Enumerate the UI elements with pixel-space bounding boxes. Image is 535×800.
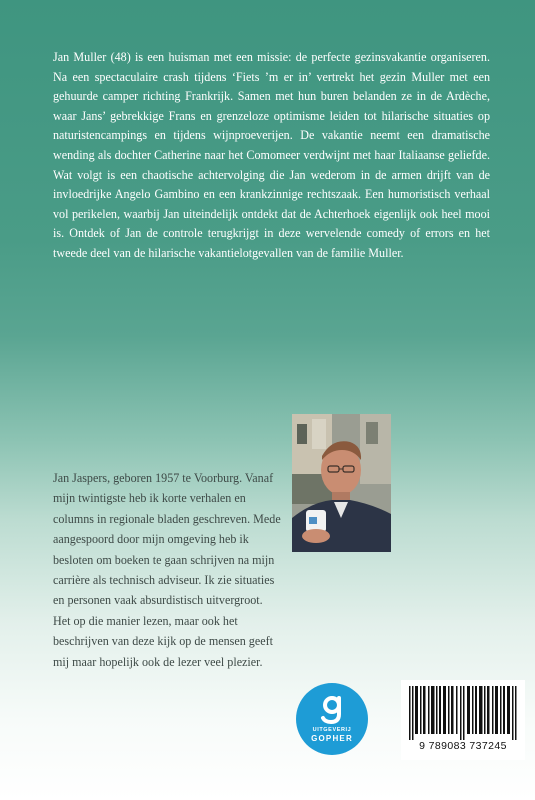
back-cover-blurb: Jan Muller (48) is een huisman met een missie: de perfecte gezinsvakantie organiseren. Na een spectaculaire crash tijdens ‘Fiets ’m er in’ vertrekt het gezin Muller met een gehuurde camper richting Frankrijk. Samen met hun buren belanden ze in de Ardèche, waar Jans’ gebrekkige Frans en grenzeloze optimisme leiden tot hilarische situaties op naturistencampings en tijdens wijnproeverijen. De vakantie neemt een dramatische wending als dochter Catherine naar het Comomeer verdwijnt met haar Italiaanse geliefde. Wat volgt is een chaotische achtervolging die Jan wederom in de armen drijft van de invloedrijke Angelo Gambino en een krankzinnige rechtszaak. Een humoristisch verhaal vol perikelen, waarbij Jan uiteindelijk ontdekt dat de Achterhoek eigenlijk ook heel mooi is. Ontdek of Jan de controle terugkrijgt in deze wervelende comedy of errors en het tweede deel van de hilarische vakantielotgevallen van de familie Muller.: [53, 50, 490, 260]
barcode-bars: [407, 686, 519, 740]
publisher-label: UITGEVERIJ: [312, 726, 352, 733]
publisher-logo: [296, 683, 368, 755]
author-bio: Jan Jaspers, geboren 1957 te Voorburg. Vanaf mijn twintigste heb ik korte verhalen en columns in regionale bladen geschreven. Mede aangespoord door mijn omgeving heb ik besloten om boeken te gaan schrijven na mijn carrière als technisch adviseur. Ik zie situaties en personen vaak absurdistisch uitvergroot. Het op die manier lezen, maar ook het beschrijven van deze kijk op de mensen geeft mij maar hopelijk ook de lezer veel plezier.: [53, 471, 281, 669]
isbn-barcode: [401, 680, 525, 760]
author-photo: [292, 414, 391, 552]
publisher-name: GOPHER: [311, 733, 353, 743]
isbn-number: 9 789083 737245: [419, 740, 507, 752]
publisher-g-icon: [319, 694, 345, 724]
